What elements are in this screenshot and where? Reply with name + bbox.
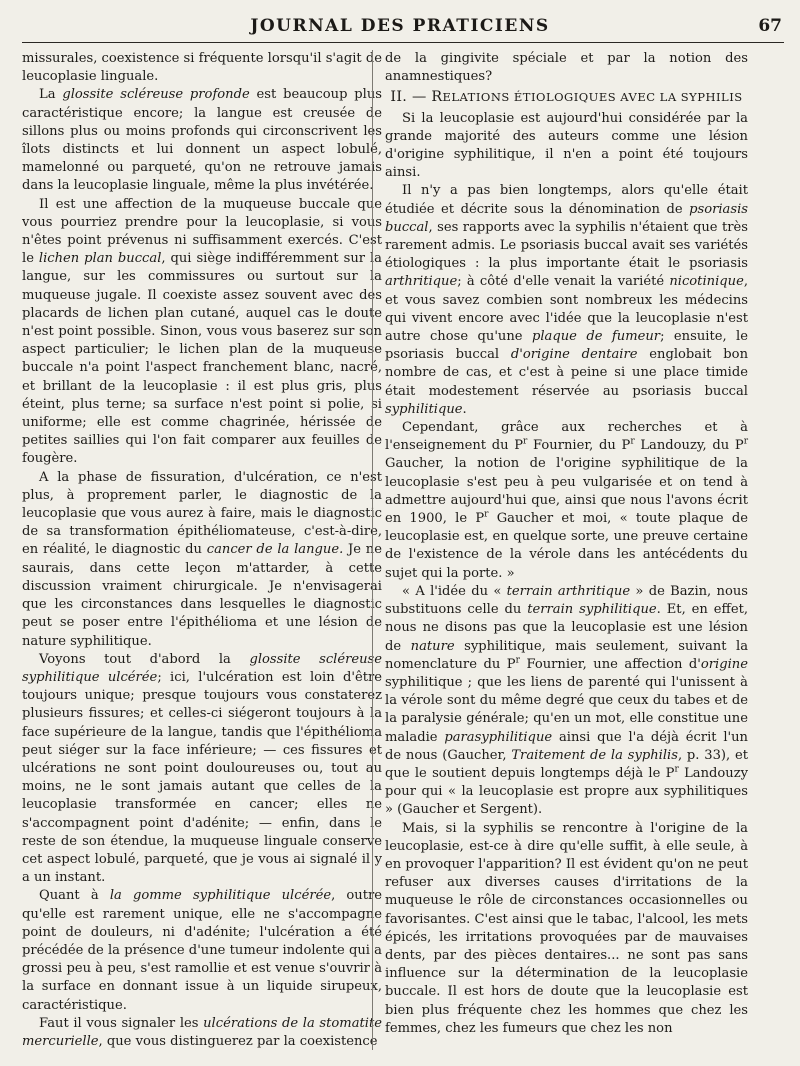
paragraph-text: , ses rapports avec la syphilis n'étaient que très rarement admis. Le psoriasis buccal avait ses variétés étiologiques : la plus importante était le psoriasis [385,219,748,272]
italic-term: arthritique [385,274,458,290]
paragraph [385,820,748,1038]
paragraph-text: Fournier, du P [527,438,631,454]
italic-term: nature [410,638,455,654]
paragraph-text: , que vous distinguerez par la coexistence [98,1033,378,1049]
italic-term: cancer de la langue. [206,542,344,558]
italic-term: origine [700,656,748,672]
italic-term: Traitement de la syphilis [511,747,678,763]
paragraph-text: Quant à [39,888,110,904]
paragraph-text: , et vous savez combien sont nombreux les médecins qui vivent encore avec l'idée que la leucoplasie n'est autre chose qu'une [385,274,748,345]
paragraph [22,651,382,888]
paragraph-text: , p. 33), et que le soutient depuis longtemps déjà le P [385,747,748,781]
paragraph-text: La [39,87,63,103]
superscript: r [484,509,489,520]
italic-term: terrain arthritique [506,583,631,599]
italic-term: parasyphilitique [444,729,553,745]
italic-term: glossite scléreuse profonde [62,87,250,103]
section-title: ELATIONS ÉTIOLOGIQUES AVEC LA SYPHILIS [442,90,743,105]
paragraph [22,86,382,195]
section-heading [385,88,748,106]
paragraph-text: , outre qu'elle est rarement unique, elle ne s'accompagne point de douleurs, ni d'adénite; l'ulcération a été précédée de la présence d'une tumeur indolente qui a grossi peu à peu, s'est ramollie et est venue s'ouvrir à la surface en donnant issue à un liquide sirupeux, caractéristique. [22,888,382,1013]
paragraph-text: , qui siège indifféremment sur la langue, sur les commissures ou surtout sur la muqueuse jugale. Il coexiste assez souvent avec des placards de lichen plan cutané, auquel cas le doute n'est point possible. Sinon, vous vous baserez sur son aspect particulier; le lichen plan de la muqueuse buccale n'a point l'aspect franchement blanc, nacré, et brillant de la leucoplasie : il est plus gris, plus éteint, plus terne; sa surface n'est point si polie, si uniforme; elle est comme chagrinée, hérissée de petites saillies qui l'on fait comparer aux feuilles de fougère. [22,251,382,467]
paragraph-text: Landouzy pour qui « la leucoplasie est propre aux syphilitiques » (Gaucher et Sergent). [385,765,748,818]
paragraph [385,50,748,86]
superscript: r [523,436,528,447]
column-divider [372,50,373,1050]
paragraph-text: Gaucher, la notion de l'origine syphilitique de la leucoplasie s'est peu à peu vulgarisée et on tend à admettre aujourd'hui que, ainsi que nous l'avons écrit en 1900, le P [385,456,748,527]
superscript: r [743,436,748,447]
paragraph-text: ainsi que l'a déjà écrit l'un de nous (Gaucher, [385,729,748,763]
paragraph-text: Mais, si la syphilis se rencontre à l'origine de la leucoplasie, est-ce à dire qu'elle suffit, à elle seule, à en provoquer l'apparition? Il est évident qu'on ne peut refuser aux diverses causes d'irritations de la muqueuse le rôle de circonstances occasionnelles ou favorisantes. C'est ainsi que le tabac, l'alcool, les mets épicés, les irritations provoquées par de mauvaises dents, par des pièces dentaires... ne sont pas sans influence sur la détermination de la leucoplasie buccale. Il est hors de doute que la leucoplasie est bien plus fréquente chez les hommes que chez les femmes, chez les fumeurs que chez les non [385,820,748,1036]
italic-term: glossite scléreuse syphilitique ulcérée [22,651,383,685]
paragraph-text: Il n'y a pas bien longtemps, alors qu'elle était étudiée et décrite sous la dénomination de [385,183,748,217]
paragraph [385,419,748,583]
paragraph-text: englobait bon nombre de cas, et c'est à peine si une place timide était modestement réservée au psoriasis buccal [385,347,748,399]
journal-title: JOURNAL DES PRATICIENS [250,16,550,36]
paragraph [22,50,382,86]
paragraph [22,196,382,469]
paragraph-text: est beaucoup plus caractéristique encore; la langue est creusée de sillons plus ou moins profonds qui circonscrivent les îlots distincts et lui donnent un aspect lobulé, mamelonné ou parqueté, qu'on ne retrouve jamais dans la leucoplasie linguale, même la plus invétérée. [22,87,382,194]
section-numeral: II. — R [390,89,443,106]
italic-term: terrain syphilitique [527,602,657,618]
paragraph-text: Si la leucoplasie est aujourd'hui considérée par la grande majorité des auteurs comme une lésion d'origine syphilitique, il n'en a point été toujours ainsi. [385,110,748,181]
paragraph-text: de la gingivite spéciale et par la notion des anamnestiques? [385,51,748,85]
paragraph-text: Il est une affection de la muqueuse buccale que vous pourriez prendre pour la leucoplasie, si vous n'êtes point prévenus ni suffisamment exercés. C'est le [22,196,382,267]
page-number: 67 [758,16,782,36]
italic-term: syphilitique [385,401,463,417]
paragraph-text: ; ensuite, le psoriasis buccal [385,329,748,363]
paragraph [22,1015,382,1051]
paragraph-text: missurales, coexistence si fréquente lorsqu'il s'agit de leucoplasie linguale. [22,51,382,85]
paragraph-text: Voyons tout d'abord la [39,651,250,667]
paragraph-text: » de Bazin, nous substituons celle du [385,583,748,618]
paragraph-text: « A l'idée du « [402,583,507,599]
italic-term: plaque de fumeur [531,329,661,345]
header-rule [22,42,784,43]
left-column [22,50,382,1051]
paragraph-text: Faut il vous signaler les [39,1015,204,1031]
superscript: r [630,436,635,447]
superscript: r [674,764,679,775]
paragraph-text: . [462,401,467,417]
italic-term: d'origine dentaire [510,347,638,363]
paragraph-text: Je ne saurais, dans cette leçon m'attarder, à cette discussion vraiment chirurgicale. Je n'envisagerai que les circonstances dans lesquelles le diagnostic peut se poser entre l'épithélioma et une lésion de nature syphilitique. [22,542,382,649]
paragraph-text: Fournier, une affection d' [519,656,701,672]
italic-term: lichen plan buccal [38,251,162,267]
paragraph [385,583,748,820]
italic-term: ulcérations de la stomatite mercurielle [22,1015,382,1049]
paragraph-text: A la phase de fissuration, d'ulcération, ce n'est plus, à proprement parler, le diagnostic de la leucoplasie que vous aurez à faire, mais le diagnostic de sa transformation épithéliomateuse, c'est-à-dire, en réalité, le diagnostic du [22,469,382,558]
right-column [385,50,748,1038]
page-header [0,14,800,40]
paragraph-text: syphilitique ; que les liens de parenté qui l'unissent à la vérole sont du même degré que ceux du tabes et de la paralysie générale; qu'en un mot, elle constitue une maladie [385,674,748,745]
paragraph-text: ; ici, l'ulcération est loin d'être toujours unique; presque toujours vous constaterez plusieurs fissures; et celles-ci siégeront toujours à la face supérieure de la langue, tandis que l'épithélioma peut siéger sur la face inférieure; — ces fissures et ulcérations ne sont point douloureuses ou, tout au moins, ne le sont jamais autant que celles de la leucoplasie transformée en cancer; elles ne s'accompagnent point d'adénite; — enfin, dans le reste de son étendue, la muqueuse linguale conserve cet aspect lobulé, parqueté, que je vous ai signalé il y a un instant. [22,669,382,886]
paragraph-text: . Et, en effet, nous ne disons pas que la leucoplasie est une lésion de [385,602,748,654]
italic-term: nicotinique [669,274,744,290]
paragraph [385,110,748,183]
paragraph-text: Cependant, grâce aux recherches et à l'enseignement du P [385,420,748,454]
superscript: r [515,655,520,666]
paragraph-text: ; à côté d'elle venait la variété [457,274,670,290]
paragraph [22,469,382,651]
paragraph [385,182,748,419]
paragraph-text: syphilitique, mais seulement, suivant la nomenclature du P [385,638,749,672]
paragraph-text: Landouzy, du P [634,438,744,454]
paragraph-text: Gaucher et moi, « toute plaque de leucoplasie est, en quelque sorte, une preuve certaine de l'existence de la vérole dans les antécédents du sujet qui la porte. » [385,511,748,581]
italic-term: la gomme syphilitique ulcérée [109,888,332,904]
italic-term: psoriasis buccal [385,201,748,235]
paragraph [22,887,382,1014]
